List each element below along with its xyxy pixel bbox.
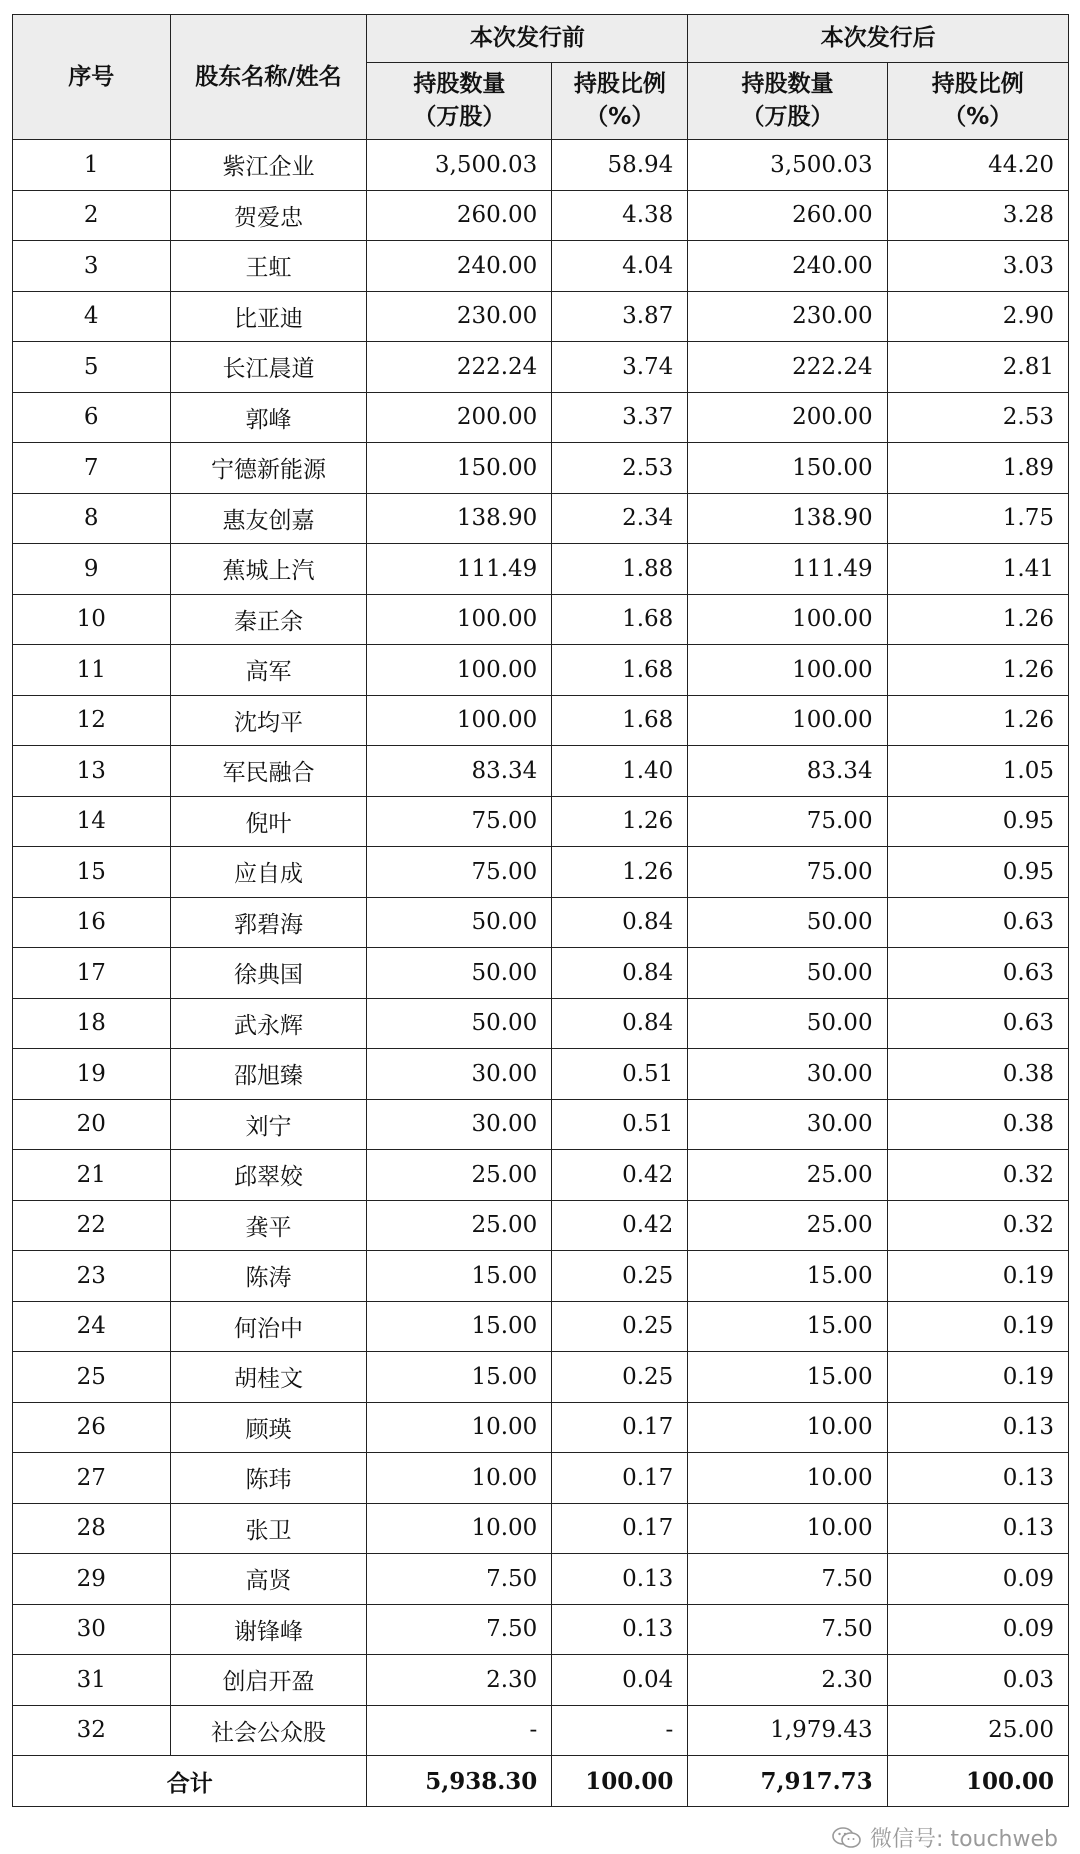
cell-before-ratio: 0.25: [552, 1301, 688, 1352]
cell-after-ratio: 0.13: [887, 1503, 1068, 1554]
cell-before-shares: 25.00: [367, 1200, 552, 1251]
cell-before-shares: 10.00: [367, 1503, 552, 1554]
cell-index: 4: [13, 291, 171, 342]
cell-before-ratio: 1.68: [552, 594, 688, 645]
cell-index: 18: [13, 998, 171, 1049]
header-after-shares: [688, 63, 887, 140]
cell-after-ratio: 0.19: [887, 1251, 1068, 1302]
cell-after-ratio: 0.32: [887, 1200, 1068, 1251]
cell-before-shares: 240.00: [367, 241, 552, 292]
cell-after-ratio: 0.95: [887, 847, 1068, 898]
table-row: [13, 796, 1069, 847]
cell-index: 10: [13, 594, 171, 645]
cell-before-ratio: 1.26: [552, 847, 688, 898]
header-ratio-line1: 持股比例: [931, 71, 1024, 97]
cell-before-ratio: 1.26: [552, 796, 688, 847]
cell-after-shares: 111.49: [688, 544, 887, 595]
table-row: [13, 1604, 1069, 1655]
cell-before-ratio: 4.04: [552, 241, 688, 292]
cell-shareholder-name: 陈玮: [170, 1453, 367, 1504]
shareholder-table: [12, 14, 1069, 1807]
cell-after-shares: 25.00: [688, 1200, 887, 1251]
cell-shareholder-name: 顾瑛: [170, 1402, 367, 1453]
cell-after-ratio: 0.13: [887, 1402, 1068, 1453]
cell-after-shares: 25.00: [688, 1150, 887, 1201]
table-row: [13, 746, 1069, 797]
cell-index: 20: [13, 1099, 171, 1150]
cell-shareholder-name: 邵旭臻: [170, 1049, 367, 1100]
cell-shareholder-name: 王虹: [170, 241, 367, 292]
cell-index: 2: [13, 190, 171, 241]
cell-after-ratio: 1.26: [887, 594, 1068, 645]
table-row: [13, 544, 1069, 595]
cell-after-shares: 3,500.03: [688, 140, 887, 191]
cell-shareholder-name: 邱翠姣: [170, 1150, 367, 1201]
cell-before-ratio: 2.53: [552, 443, 688, 494]
cell-after-shares: 15.00: [688, 1301, 887, 1352]
cell-index: 28: [13, 1503, 171, 1554]
cell-shareholder-name: 社会公众股: [170, 1705, 367, 1756]
cell-shareholder-name: 刘宁: [170, 1099, 367, 1150]
cell-index: 6: [13, 392, 171, 443]
table-row: [13, 443, 1069, 494]
cell-index: 30: [13, 1604, 171, 1655]
cell-shareholder-name: 创启开盈: [170, 1655, 367, 1706]
table-row: [13, 897, 1069, 948]
table-row: [13, 1200, 1069, 1251]
cell-shareholder-name: 长江晨道: [170, 342, 367, 393]
cell-after-ratio: 0.03: [887, 1655, 1068, 1706]
cell-shareholder-name: 郛碧海: [170, 897, 367, 948]
cell-before-shares: 50.00: [367, 897, 552, 948]
header-shares-line2: （万股）: [741, 104, 834, 130]
cell-index: 9: [13, 544, 171, 595]
cell-shareholder-name: 贺爱忠: [170, 190, 367, 241]
cell-before-ratio: 0.51: [552, 1099, 688, 1150]
cell-after-shares: 138.90: [688, 493, 887, 544]
cell-index: 21: [13, 1150, 171, 1201]
cell-shareholder-name: 高军: [170, 645, 367, 696]
cell-before-shares: 30.00: [367, 1049, 552, 1100]
cell-shareholder-name: 龚平: [170, 1200, 367, 1251]
cell-before-shares: -: [367, 1705, 552, 1756]
cell-shareholder-name: 蕉城上汽: [170, 544, 367, 595]
cell-after-ratio: 44.20: [887, 140, 1068, 191]
cell-after-ratio: 1.26: [887, 695, 1068, 746]
cell-shareholder-name: 郭峰: [170, 392, 367, 443]
cell-before-shares: 25.00: [367, 1150, 552, 1201]
cell-index: 32: [13, 1705, 171, 1756]
cell-index: 5: [13, 342, 171, 393]
cell-shareholder-name: 秦正余: [170, 594, 367, 645]
table-row: [13, 1251, 1069, 1302]
cell-before-shares: 10.00: [367, 1453, 552, 1504]
table-row: [13, 1554, 1069, 1605]
cell-before-shares: 3,500.03: [367, 140, 552, 191]
cell-before-ratio: 0.51: [552, 1049, 688, 1100]
cell-before-shares: 75.00: [367, 847, 552, 898]
table-row: [13, 291, 1069, 342]
table-row: [13, 594, 1069, 645]
cell-index: 12: [13, 695, 171, 746]
cell-after-ratio: 2.81: [887, 342, 1068, 393]
cell-after-ratio: 1.89: [887, 443, 1068, 494]
cell-after-ratio: 1.05: [887, 746, 1068, 797]
cell-after-ratio: 0.09: [887, 1604, 1068, 1655]
header-shares-line2: （万股）: [413, 104, 506, 130]
cell-after-ratio: 0.63: [887, 948, 1068, 999]
cell-index: 14: [13, 796, 171, 847]
cell-after-shares: 100.00: [688, 594, 887, 645]
cell-after-shares: 200.00: [688, 392, 887, 443]
cell-before-ratio: 0.13: [552, 1554, 688, 1605]
table-row: [13, 948, 1069, 999]
cell-before-ratio: 0.04: [552, 1655, 688, 1706]
table-row: [13, 1453, 1069, 1504]
cell-shareholder-name: 紫江企业: [170, 140, 367, 191]
cell-after-shares: 50.00: [688, 897, 887, 948]
cell-before-shares: 15.00: [367, 1251, 552, 1302]
cell-before-shares: 111.49: [367, 544, 552, 595]
cell-after-shares: 230.00: [688, 291, 887, 342]
cell-index: 1: [13, 140, 171, 191]
cell-before-ratio: 0.17: [552, 1453, 688, 1504]
table-row: [13, 1099, 1069, 1150]
cell-index: 25: [13, 1352, 171, 1403]
cell-index: 3: [13, 241, 171, 292]
cell-before-shares: 7.50: [367, 1554, 552, 1605]
cell-before-shares: 100.00: [367, 645, 552, 696]
table-row: [13, 140, 1069, 191]
header-before-shares: [367, 63, 552, 140]
cell-before-shares: 230.00: [367, 291, 552, 342]
cell-index: 27: [13, 1453, 171, 1504]
cell-index: 15: [13, 847, 171, 898]
cell-after-shares: 100.00: [688, 695, 887, 746]
table-row: [13, 392, 1069, 443]
cell-after-ratio: 1.41: [887, 544, 1068, 595]
cell-index: 8: [13, 493, 171, 544]
cell-shareholder-name: 军民融合: [170, 746, 367, 797]
table-row: [13, 1301, 1069, 1352]
cell-index: 16: [13, 897, 171, 948]
cell-after-shares: 222.24: [688, 342, 887, 393]
cell-before-shares: 15.00: [367, 1352, 552, 1403]
cell-after-shares: 260.00: [688, 190, 887, 241]
table-row: [13, 1402, 1069, 1453]
cell-after-shares: 50.00: [688, 998, 887, 1049]
cell-before-ratio: 3.37: [552, 392, 688, 443]
total-after-shares: 7,917.73: [688, 1756, 887, 1807]
cell-before-ratio: 3.74: [552, 342, 688, 393]
cell-after-shares: 10.00: [688, 1503, 887, 1554]
cell-before-ratio: 0.42: [552, 1200, 688, 1251]
cell-before-ratio: 3.87: [552, 291, 688, 342]
cell-before-shares: 100.00: [367, 695, 552, 746]
cell-before-shares: 150.00: [367, 443, 552, 494]
cell-after-shares: 75.00: [688, 796, 887, 847]
cell-after-ratio: 0.19: [887, 1352, 1068, 1403]
cell-before-shares: 15.00: [367, 1301, 552, 1352]
cell-before-shares: 30.00: [367, 1099, 552, 1150]
table-row: [13, 1352, 1069, 1403]
cell-before-shares: 260.00: [367, 190, 552, 241]
cell-before-ratio: 0.17: [552, 1402, 688, 1453]
shareholder-table-container: [12, 14, 1069, 1807]
wechat-icon: [832, 1827, 862, 1849]
cell-index: 7: [13, 443, 171, 494]
cell-before-shares: 138.90: [367, 493, 552, 544]
cell-after-ratio: 0.63: [887, 998, 1068, 1049]
header-before-ratio: [552, 63, 688, 140]
cell-after-shares: 150.00: [688, 443, 887, 494]
cell-after-ratio: 0.13: [887, 1453, 1068, 1504]
cell-shareholder-name: 惠友创嘉: [170, 493, 367, 544]
cell-shareholder-name: 倪叶: [170, 796, 367, 847]
cell-after-ratio: 2.53: [887, 392, 1068, 443]
table-row: [13, 1049, 1069, 1100]
total-before-ratio: 100.00: [552, 1756, 688, 1807]
cell-after-shares: 7.50: [688, 1554, 887, 1605]
cell-shareholder-name: 高贤: [170, 1554, 367, 1605]
table-row: [13, 847, 1069, 898]
cell-after-ratio: 0.09: [887, 1554, 1068, 1605]
cell-before-shares: 7.50: [367, 1604, 552, 1655]
table-body: [13, 140, 1069, 1807]
header-shares-line1: 持股数量: [741, 71, 834, 97]
cell-shareholder-name: 宁德新能源: [170, 443, 367, 494]
cell-after-shares: 15.00: [688, 1352, 887, 1403]
header-ratio-line1: 持股比例: [573, 71, 666, 97]
cell-index: 11: [13, 645, 171, 696]
cell-before-ratio: 0.25: [552, 1251, 688, 1302]
table-row: [13, 1150, 1069, 1201]
cell-after-ratio: 2.90: [887, 291, 1068, 342]
cell-index: 22: [13, 1200, 171, 1251]
cell-shareholder-name: 武永辉: [170, 998, 367, 1049]
cell-before-ratio: 1.68: [552, 645, 688, 696]
cell-before-ratio: 0.84: [552, 998, 688, 1049]
cell-after-shares: 7.50: [688, 1604, 887, 1655]
cell-shareholder-name: 比亚迪: [170, 291, 367, 342]
cell-shareholder-name: 张卫: [170, 1503, 367, 1554]
total-row: [13, 1756, 1069, 1807]
table-row: [13, 342, 1069, 393]
cell-after-shares: 30.00: [688, 1099, 887, 1150]
cell-after-ratio: 25.00: [887, 1705, 1068, 1756]
header-after-ratio: [887, 63, 1068, 140]
cell-before-shares: 200.00: [367, 392, 552, 443]
cell-before-ratio: 1.68: [552, 695, 688, 746]
cell-index: 29: [13, 1554, 171, 1605]
cell-before-shares: 100.00: [367, 594, 552, 645]
cell-before-ratio: 0.13: [552, 1604, 688, 1655]
cell-before-ratio: 0.42: [552, 1150, 688, 1201]
cell-shareholder-name: 胡桂文: [170, 1352, 367, 1403]
cell-before-ratio: 0.25: [552, 1352, 688, 1403]
cell-before-shares: 50.00: [367, 998, 552, 1049]
table-row: [13, 645, 1069, 696]
header-shares-line1: 持股数量: [413, 71, 506, 97]
table-row: [13, 1503, 1069, 1554]
cell-before-shares: 50.00: [367, 948, 552, 999]
table-row: [13, 1655, 1069, 1706]
cell-index: 23: [13, 1251, 171, 1302]
cell-after-shares: 50.00: [688, 948, 887, 999]
cell-before-shares: 222.24: [367, 342, 552, 393]
header-index: 序号: [13, 15, 171, 140]
cell-after-ratio: 3.03: [887, 241, 1068, 292]
cell-after-ratio: 3.28: [887, 190, 1068, 241]
cell-before-shares: 10.00: [367, 1402, 552, 1453]
header-ratio-line2: （%）: [943, 104, 1013, 130]
cell-after-ratio: 0.38: [887, 1099, 1068, 1150]
cell-after-ratio: 0.19: [887, 1301, 1068, 1352]
cell-before-ratio: 1.88: [552, 544, 688, 595]
cell-after-ratio: 0.95: [887, 796, 1068, 847]
cell-index: 24: [13, 1301, 171, 1352]
cell-before-ratio: 0.84: [552, 948, 688, 999]
cell-after-shares: 2.30: [688, 1655, 887, 1706]
cell-before-shares: 75.00: [367, 796, 552, 847]
header-group-after: 本次发行后: [688, 15, 1069, 63]
cell-after-ratio: 0.38: [887, 1049, 1068, 1100]
cell-before-ratio: 1.40: [552, 746, 688, 797]
cell-after-ratio: 1.26: [887, 645, 1068, 696]
cell-after-shares: 30.00: [688, 1049, 887, 1100]
cell-after-shares: 10.00: [688, 1402, 887, 1453]
header-ratio-line2: （%）: [585, 104, 655, 130]
table-row: [13, 190, 1069, 241]
total-before-shares: 5,938.30: [367, 1756, 552, 1807]
cell-before-ratio: -: [552, 1705, 688, 1756]
cell-after-shares: 83.34: [688, 746, 887, 797]
cell-after-ratio: 1.75: [887, 493, 1068, 544]
cell-before-ratio: 0.84: [552, 897, 688, 948]
cell-index: 31: [13, 1655, 171, 1706]
cell-after-ratio: 0.32: [887, 1150, 1068, 1201]
cell-before-shares: 2.30: [367, 1655, 552, 1706]
cell-before-ratio: 0.17: [552, 1503, 688, 1554]
cell-shareholder-name: 应自成: [170, 847, 367, 898]
header-shareholder-name: 股东名称/姓名: [170, 15, 367, 140]
cell-shareholder-name: 徐典国: [170, 948, 367, 999]
cell-after-shares: 15.00: [688, 1251, 887, 1302]
header-group-before: 本次发行前: [367, 15, 688, 63]
cell-after-ratio: 0.63: [887, 897, 1068, 948]
total-label: 合计: [13, 1756, 367, 1807]
cell-shareholder-name: 沈均平: [170, 695, 367, 746]
cell-index: 17: [13, 948, 171, 999]
total-after-ratio: 100.00: [887, 1756, 1068, 1807]
cell-before-shares: 83.34: [367, 746, 552, 797]
cell-after-shares: 1,979.43: [688, 1705, 887, 1756]
table-row: [13, 1705, 1069, 1756]
cell-after-shares: 100.00: [688, 645, 887, 696]
watermark: [832, 1822, 1058, 1853]
cell-shareholder-name: 谢锋峰: [170, 1604, 367, 1655]
table-row: [13, 493, 1069, 544]
table-row: [13, 998, 1069, 1049]
cell-index: 19: [13, 1049, 171, 1100]
cell-after-shares: 10.00: [688, 1453, 887, 1504]
watermark-text: 微信号: touchweb: [870, 1827, 1058, 1852]
cell-shareholder-name: 何治中: [170, 1301, 367, 1352]
cell-shareholder-name: 陈涛: [170, 1251, 367, 1302]
table-header: [13, 15, 1069, 140]
cell-after-shares: 75.00: [688, 847, 887, 898]
cell-before-ratio: 58.94: [552, 140, 688, 191]
table-row: [13, 695, 1069, 746]
table-row: [13, 241, 1069, 292]
cell-before-ratio: 2.34: [552, 493, 688, 544]
cell-after-shares: 240.00: [688, 241, 887, 292]
cell-index: 13: [13, 746, 171, 797]
cell-index: 26: [13, 1402, 171, 1453]
cell-before-ratio: 4.38: [552, 190, 688, 241]
